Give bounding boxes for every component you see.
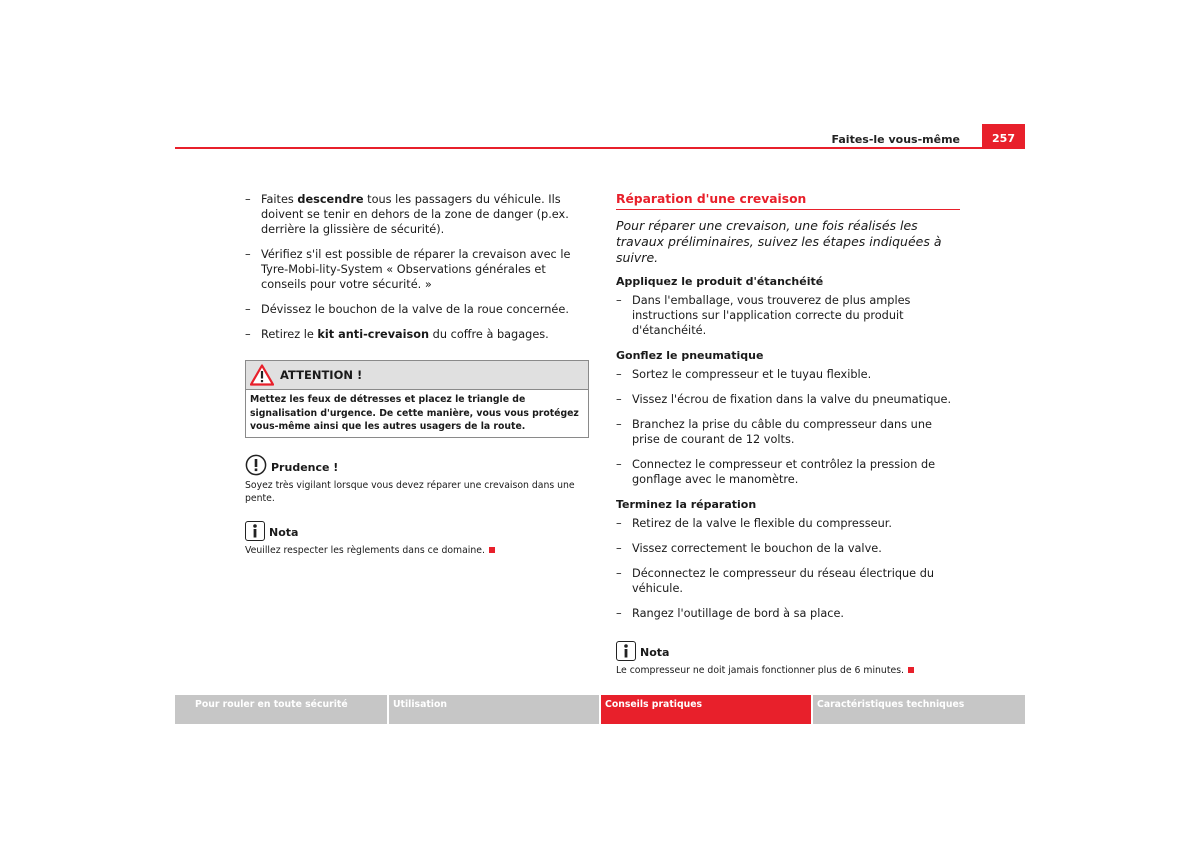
dash: – xyxy=(245,328,251,341)
dash: – xyxy=(616,368,622,381)
header-title: Faites-le vous-même xyxy=(831,133,960,146)
note-header xyxy=(616,641,960,661)
left-column xyxy=(245,192,590,557)
dash: – xyxy=(245,248,251,261)
list-item: – Dévissez le bouchon de la valve de la roue concernée. xyxy=(245,303,569,316)
warning-text: Mettez les feux de détresses et placez le triangle de signalisation d'urgence. De cette manière, vous vous protégez vous-même ainsi que les autres usagers de la route. xyxy=(250,394,579,432)
warning-triangle-icon xyxy=(250,364,274,386)
list-item: – Connectez le compresseur et contrôlez la pression de gonflage avec le manomètre. xyxy=(616,458,936,486)
info-icon xyxy=(245,521,265,541)
list-item: – Retirez de la valve le flexible du compresseur. xyxy=(616,517,892,530)
section-intro: Pour réparer une crevaison, une fois réalisés les travaux préliminaires, suivez les étapes indiquées à suivre. xyxy=(616,218,942,265)
list-item: – Dans l'emballage, vous trouverez de plus amples instructions sur l'application correcte du produit d'étanchéité. xyxy=(616,294,911,337)
list-item: – Vérifiez s'il est possible de réparer la crevaison avec le Tyre-Mobi-lity-System « Observations générales et conseils pour votre sécurité. » xyxy=(245,248,571,291)
exclamation-circle-icon xyxy=(245,454,267,476)
list-item: – Vissez l'écrou de fixation dans la valve du pneumatique. xyxy=(616,393,952,406)
caution-header xyxy=(245,454,590,476)
caution-title: Prudence ! xyxy=(271,460,339,474)
step-heading: Appliquez le produit d'étanchéité xyxy=(616,275,824,288)
tab-utilisation[interactable]: Utilisation xyxy=(389,695,601,724)
caution-text: Soyez très vigilant lorsque vous devez réparer une crevaison dans une pente. xyxy=(245,479,575,504)
list-item: – Sortez le compresseur et le tuyau flexible. xyxy=(616,368,872,381)
dash: – xyxy=(616,458,622,471)
dash: – xyxy=(616,294,622,307)
list-item: – Vissez correctement le bouchon de la valve. xyxy=(616,542,882,555)
end-mark xyxy=(908,667,914,673)
warning-header xyxy=(246,361,588,390)
tab-technical-data[interactable]: Caractéristiques techniques xyxy=(813,695,1025,724)
warning-box xyxy=(245,360,589,438)
warning-title: ATTENTION ! xyxy=(280,367,363,382)
dash: – xyxy=(616,542,622,555)
section-title: Réparation d'une crevaison xyxy=(616,192,960,210)
dash: – xyxy=(616,418,622,431)
note-title: Nota xyxy=(269,525,299,539)
page-number: 257 xyxy=(982,124,1025,149)
header-rule xyxy=(175,147,1025,149)
step-group xyxy=(616,497,960,621)
dash: – xyxy=(616,393,622,406)
dash: – xyxy=(245,303,251,316)
tab-practical-advice[interactable]: Conseils pratiques xyxy=(601,695,813,724)
list-item: – Déconnectez le compresseur du réseau électrique du véhicule. xyxy=(616,567,935,595)
note-text: Le compresseur ne doit jamais fonctionner plus de 6 minutes. xyxy=(616,664,960,677)
note-title: Nota xyxy=(640,646,670,659)
dash: – xyxy=(616,567,622,580)
step-group xyxy=(616,274,960,338)
note-text: Veuillez respecter les règlements dans ce domaine. xyxy=(245,544,590,557)
dash: – xyxy=(616,607,622,620)
step-heading: Terminez la réparation xyxy=(616,498,757,511)
tab-safety[interactable]: Pour rouler en toute sécurité xyxy=(175,695,389,724)
note-header xyxy=(245,521,590,541)
step-group xyxy=(616,348,960,487)
dash: – xyxy=(245,193,251,206)
end-mark xyxy=(489,547,495,553)
step-heading: Gonflez le pneumatique xyxy=(616,349,764,362)
list-item: – Faites descendre tous les passagers du véhicule. Ils doivent se tenir en dehors de la zone de danger (p.ex. derrière la glissière de sécurité). xyxy=(245,193,569,236)
right-column xyxy=(616,192,960,677)
list-item: – Retirez le kit anti-crevaison du coffre à bagages. xyxy=(245,328,549,341)
list-item: – Rangez l'outillage de bord à sa place. xyxy=(616,607,845,620)
dash: – xyxy=(616,517,622,530)
info-icon xyxy=(616,641,636,661)
list-item: – Branchez la prise du câble du compresseur dans une prise de courant de 12 volts. xyxy=(616,418,932,446)
footer-nav xyxy=(175,695,1025,724)
